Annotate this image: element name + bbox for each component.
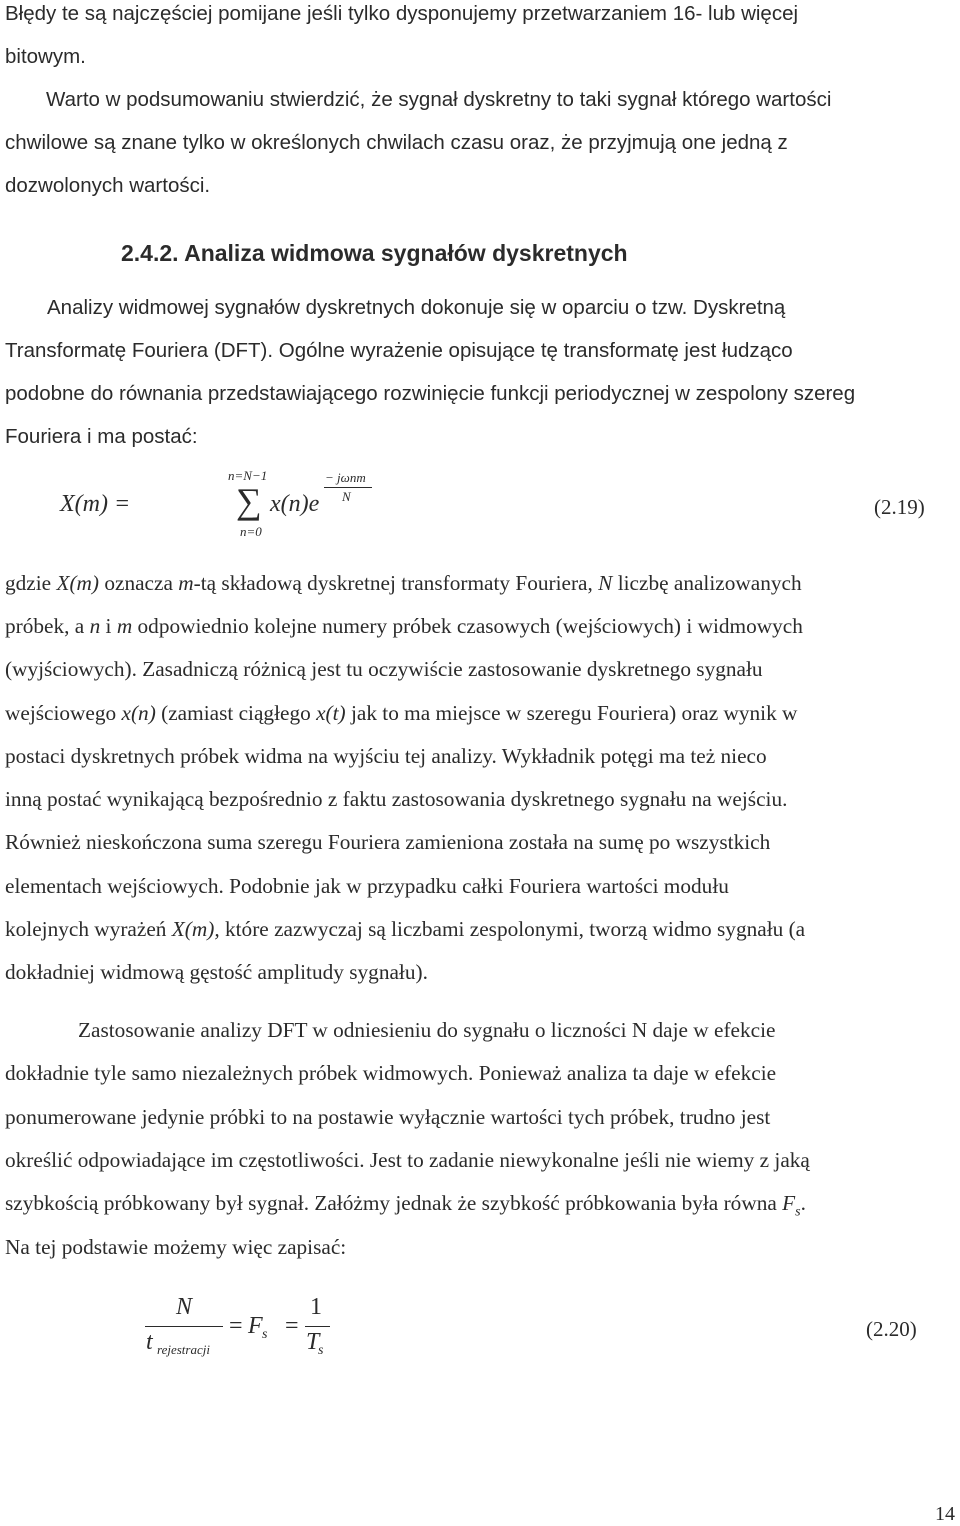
eq219-body: x(n)e [270, 491, 320, 517]
eq220-t-subscript: rejestracji [157, 1342, 210, 1357]
eq220-fraction-bar-1 [145, 1326, 223, 1327]
eq219-lhs: X(m) = [60, 491, 131, 517]
eq220-fraction-bar-2 [305, 1326, 330, 1327]
p2-line-10: dokładniej widmową gęstość amplitudy sygnału). [5, 960, 428, 984]
eq220-equals-2: = [285, 1313, 299, 1339]
eq219-lower-limit: n=0 [240, 524, 262, 539]
eq220-f: F [248, 1313, 263, 1339]
p3-line-3: ponumerowane jedynie próbki to na postawie wyłącznie wartości tych próbek, trudno jest [5, 1105, 771, 1129]
p2-line-3: (wyjściowych). Zasadniczą różnicą jest tu oczywiście zastosowanie dyskretnego sygnału [5, 657, 763, 681]
eq219-exponent-fraction-bar [324, 487, 372, 488]
section-p1-line-1: Analizy widmowej sygnałów dyskretnych dokonuje się w oparciu o tzw. Dyskretną [47, 296, 786, 319]
eq220-equals-1: = [229, 1313, 243, 1339]
eq219-exponent-numerator: − jωnm [325, 470, 366, 485]
intro-line-3: Warto w podsumowaniu stwierdzić, że sygnał dyskretny to taki sygnał którego wartości [46, 88, 832, 111]
section-p1-line-3: podobne do równania przedstawiającego rozwinięcie funkcji periodycznej w zespolony szereg [5, 382, 856, 405]
p2-line-2: próbek, a n i m odpowiednio kolejne numery próbek czasowych (wejściowych) i widmowych [5, 614, 803, 638]
p2-line-1: gdzie X(m) oznacza m-tą składową dyskretnej transformaty Fouriera, N liczbę analizowanych [5, 571, 802, 595]
eq220-one: 1 [310, 1294, 322, 1320]
eq219-exponent-denominator: N [342, 489, 351, 504]
eq220-f-subscript: s [262, 1327, 268, 1342]
section-p1-line-2: Transformatę Fouriera (DFT). Ogólne wyrażenie opisujące tę transformatę jest łudząco [5, 339, 793, 362]
eq220-T-subscript: s [318, 1343, 324, 1358]
p3-line-5: szybkością próbkowany był sygnał. Załóżmy jednak że szybkość próbkowania była równa $F_s$. [5, 1191, 806, 1220]
p2-line-8: elementach wejściowych. Podobnie jak w przypadku całki Fouriera wartości modułu [5, 874, 729, 898]
p2-line-4: wejściowego x(n) (zamiast ciągłego x(t) jak to ma miejsce w szeregu Fouriera) oraz wynik w [5, 701, 798, 725]
p2-line-5: postaci dyskretnych próbek widma na wyjściu tej analizy. Wykładnik potęgi ma też nieco [5, 744, 767, 768]
p3-line-1: Zastosowanie analizy DFT w odniesieniu do sygnału o liczności N daje w efekcie [78, 1018, 776, 1042]
p2-line-7: Również nieskończona suma szeregu Fouriera zamieniona została na sumę po wszystkich [5, 830, 771, 854]
intro-line-5: dozwolonych wartości. [5, 174, 211, 197]
eq220-T: T [306, 1329, 320, 1355]
eq219-number: (2.19) [874, 495, 925, 519]
eq220-t: t [146, 1329, 153, 1355]
section-p1-line-4: Fouriera i ma postać: [5, 425, 198, 448]
p2-line-9: kolejnych wyrażeń X(m), które zazwyczaj są liczbami zespolonymi, tworzą widmo sygnału (a [5, 917, 806, 941]
eq219-sigma: ∑ [236, 481, 262, 521]
eq219-upper-limit: n=N−1 [228, 468, 268, 483]
eq220-numerator-n: N [176, 1294, 193, 1320]
p2-line-6: inną postać wynikającą bezpośrednio z faktu zastosowania dyskretnego sygnału na wejściu. [5, 787, 788, 811]
page-number: 14 [935, 1503, 955, 1525]
p3-line-6: Na tej podstawie możemy więc zapisać: [5, 1235, 347, 1259]
eq220-number: (2.20) [866, 1317, 917, 1341]
intro-line-1: Błędy te są najczęściej pomijane jeśli tylko dysponujemy przetwarzaniem 16- lub więcej [5, 2, 799, 25]
p3-line-4: określić odpowiadające im częstotliwości. Jest to zadanie niewykonalne jeśli nie wiemy z jaką [5, 1148, 810, 1172]
p3-line-2: dokładnie tyle samo niezależnych próbek widmowych. Ponieważ analiza ta daje w efekcie [5, 1061, 777, 1085]
section-heading: 2.4.2. Analiza widmowa sygnałów dyskretnych [121, 240, 628, 266]
intro-line-4: chwilowe są znane tylko w określonych chwilach czasu oraz, że przyjmują one jedną z [5, 131, 788, 154]
intro-line-2: bitowym. [5, 45, 86, 68]
